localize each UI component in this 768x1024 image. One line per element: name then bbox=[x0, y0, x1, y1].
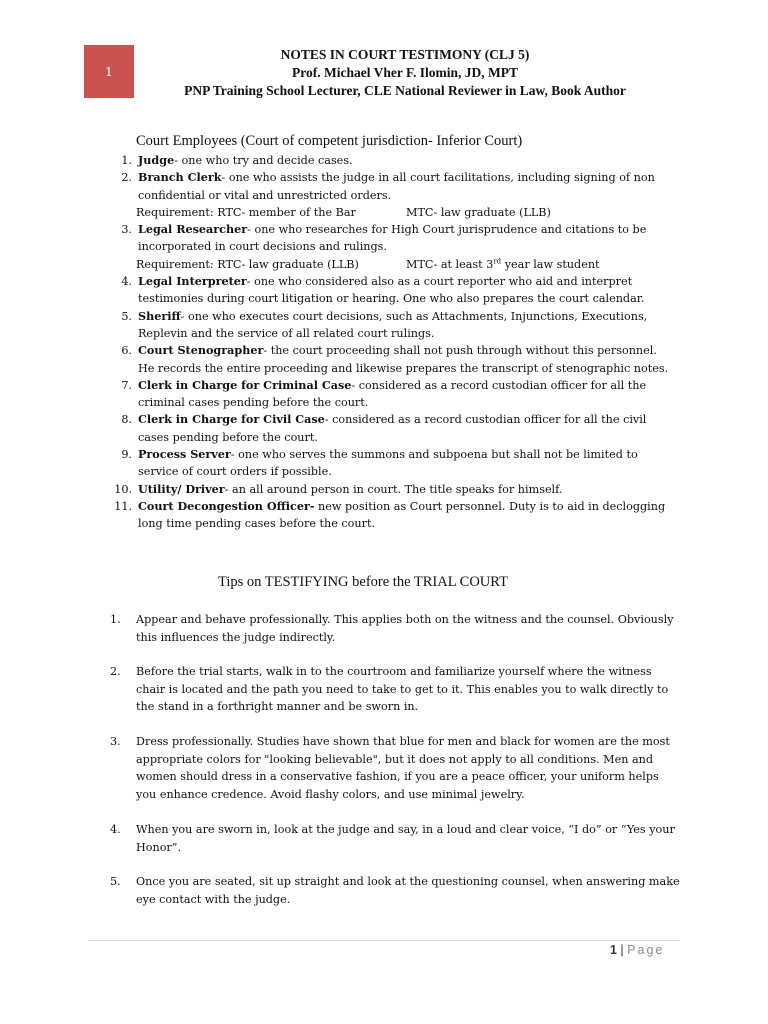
section-title-testifying-tips: Tips on TESTIFYING before the TRIAL COURT bbox=[218, 574, 508, 590]
court-employees-list bbox=[110, 152, 670, 533]
requirement-line: Requirement: RTC- law graduate (LLB) MTC- at least 3rd year law student bbox=[136, 257, 600, 271]
list-item: 4. When you are sworn in, look at the judge and say, in a loud and clear voice, “I do” or “Yes your Honor”. bbox=[110, 823, 675, 854]
document-title: NOTES IN COURT TESTIMONY (CLJ 5) bbox=[280, 47, 530, 62]
list-item: 10. Utility/ Driver- an all around person in court. The title speaks for himself. bbox=[114, 481, 563, 496]
document-header bbox=[150, 46, 660, 100]
list-item: 3. Legal Researcher- one who researches for High Court jurisprudence and citations to be incorporated in court decisions and rulings. bbox=[121, 222, 647, 254]
author-name: Prof. Michael Vher F. Ilomin, JD, MPT bbox=[292, 65, 518, 80]
footer-divider bbox=[88, 940, 680, 941]
list-item: 8. Clerk in Charge for Civil Case- considered as a record custodian officer for all the civil cases pending before the court. bbox=[121, 412, 647, 444]
list-item: 2. Branch Clerk- one who assists the judge in all court facilitations, including signing of non confidential or vital and unrestricted orders. bbox=[121, 170, 655, 202]
requirement-line: Requirement: RTC- member of the Bar MTC- law graduate (LLB) bbox=[136, 205, 551, 219]
page-footer: 1 | Page bbox=[610, 943, 665, 957]
list-item: 9. Process Server- one who serves the summons and subpoena but shall not be limited to service of court orders if possible. bbox=[121, 447, 638, 479]
list-item: 7. Clerk in Charge for Criminal Case- considered as a record custodian officer for all the criminal cases pending before the court. bbox=[121, 377, 647, 410]
list-item: 1. Judge- one who try and decide cases. bbox=[121, 153, 353, 167]
list-item: 2. Before the trial starts, walk in to the courtroom and familiarize yourself where the witness chair is located and the path you need to take to get to it. This enables you to walk directly to the stand in a forthright manner and be sworn in. bbox=[110, 665, 669, 713]
section-title-court-employees: Court Employees (Court of competent jurisdiction- Inferior Court) bbox=[136, 133, 523, 149]
list-item: 6. Court Stenographer- the court proceeding shall not push through without this personnel. He records the entire proceeding and likewise prepares the transcript of stenographic notes. bbox=[121, 343, 669, 375]
list-item: 1. Appear and behave professionally. This applies both on the witness and the counsel. Obviously this influences the judge indirectly. bbox=[110, 613, 674, 644]
list-item: 11. Court Decongestion Officer- new position as Court personnel. Duty is to aid in declogging long time pending cases before the court. bbox=[114, 498, 666, 531]
list-item: 5. Once you are seated, sit up straight and look at the questioning counsel, when answering make eye contact with the judge. bbox=[110, 875, 680, 906]
list-item: 5. Sheriff- one who executes court decisions, such as Attachments, Injunctions, Executions, Replevin and the service of all related court rulings. bbox=[121, 308, 648, 340]
list-item: 4. Legal Interpreter- one who considered also as a court reporter who aid and interpret testimonies during court litigation or hearing. One who also prepares the court calendar. bbox=[121, 274, 645, 306]
list-item: 3. Dress professionally. Studies have shown that blue for men and black for women are the most appropriate colors for "looking believable", but it does not apply to all conditions. Men and women should dress in a conservative fashion, if you are a peace officer, your uniform helps you enhance credence. Avoid flashy colors, and use minimal jewelry. bbox=[110, 735, 670, 801]
author-credentials: PNP Training School Lecturer, CLE National Reviewer in Law, Book Author bbox=[184, 83, 626, 98]
page-number-badge: 1 bbox=[84, 45, 134, 98]
